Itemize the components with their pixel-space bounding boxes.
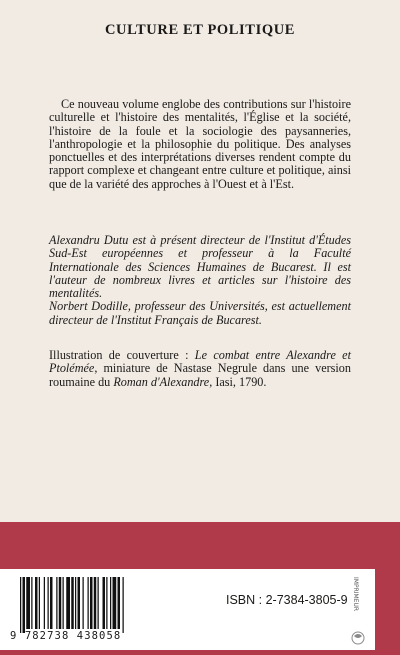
bio-dodille: Norbert Dodille, professeur des Universités, est actuellement directeur de l'Institut Français de Bucarest.	[49, 299, 351, 327]
printer-logo-icon	[347, 575, 371, 647]
barcode-bar	[103, 577, 106, 629]
credit-prefix: Illustration de couverture :	[49, 348, 195, 362]
page-title: CULTURE ET POLITIQUE	[104, 22, 296, 38]
bio-dutu: Alexandru Dutu est à présent directeur de l'Institut d'Études Sud-Est européennes et professeur à la Faculté Internationale des Sciences Humaines de Bucarest. Il est l'auteur de nombreux livres et articles sur l'histoire des mentalités.	[49, 233, 351, 301]
illustration-credit	[49, 349, 351, 389]
barcode-bar	[110, 577, 111, 629]
barcode-bar	[23, 577, 26, 633]
barcode-bar	[78, 577, 81, 629]
barcode-digits: 9 782738 438058	[10, 630, 122, 642]
barcode-bar	[94, 577, 97, 629]
barcode-bar	[88, 577, 89, 629]
author-bios	[49, 234, 351, 327]
barcode-bar	[48, 577, 49, 629]
barcode-bar	[26, 577, 30, 629]
barcode-bar	[39, 577, 40, 629]
barcode	[18, 577, 214, 633]
barcode-bar	[59, 577, 62, 629]
barcode-bar	[123, 577, 124, 633]
credit-suffix: , Iasi, 1790.	[209, 374, 267, 389]
barcode-bar	[44, 577, 45, 629]
barcode-bar	[20, 577, 21, 633]
barcode-bar	[31, 577, 32, 629]
credit-artwork-title: Le combat entre Alexandre et Ptolémée	[49, 348, 351, 376]
barcode-bar	[90, 577, 93, 629]
barcode-bar	[83, 577, 84, 629]
barcode-bar	[75, 577, 76, 629]
isbn-number: ISBN : 2-7384-3805-9	[226, 593, 348, 607]
credit-middle: , miniature de Nastase Negrule dans une version roumaine du	[49, 361, 351, 389]
barcode-bar	[66, 577, 70, 629]
barcode-bar	[50, 577, 53, 629]
barcode-bar	[98, 577, 99, 629]
barcode-panel	[0, 569, 375, 650]
abstract-paragraph: Ce nouveau volume englobe des contributions sur l'histoire culturelle et l'histoire des mentalités, l'Église et la société, l'histoire de la foule et la sociologie des paysanneries, l'anthropologie et la philosophie du politique. Des analyses ponctuelles et des interprétations diverses rendent compte du rapport complexe et changeant entre culture et politique, ainsi que de la variété des approches à l'Ouest et à l'Est.	[49, 97, 351, 191]
printer-mark-text: IMPRIMEUR	[352, 577, 359, 612]
credit-source-title: Roman d'Alexandre	[113, 374, 210, 389]
barcode-bar	[35, 577, 38, 629]
barcode-bar	[71, 577, 74, 629]
barcode-bar	[56, 577, 57, 629]
barcode-bar	[106, 577, 107, 629]
barcode-bar	[63, 577, 64, 629]
barcode-bar	[113, 577, 117, 629]
barcode-bar	[118, 577, 121, 629]
